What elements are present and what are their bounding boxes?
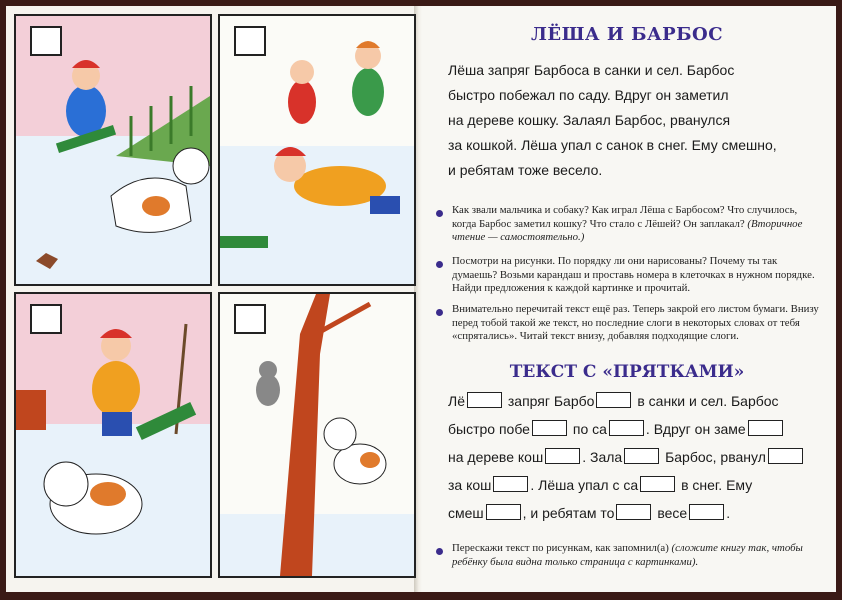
- task-3: Внимательно перечитай текст ещё раз. Теперь закрой его листом бумаги. Внизу перед тобой такой же текст, но последние слоги в некоторых словах от тебя «спрятались». Читай текст внизу, добавляя подходящие слоги.: [452, 303, 819, 342]
- task-1: [452, 204, 824, 245]
- syllable-blank[interactable]: [609, 420, 644, 436]
- order-number-box[interactable]: [30, 26, 62, 56]
- syllable-blank[interactable]: [532, 420, 567, 436]
- story-title: ЛЁША И БАРБОС: [530, 24, 724, 45]
- final-task: [452, 542, 824, 569]
- gap-line-3: [448, 448, 805, 465]
- gap-word: в снег. Ему: [681, 477, 753, 493]
- gap-word: .: [726, 505, 731, 521]
- gap-word: быстро побе: [448, 421, 530, 437]
- task-1-text: Как звали мальчика и собаку? Как играл Лёша с Барбосом? Что случилось, когда Барбос заметил кошку? Что стало с Лёшей? Он заплакал?: [452, 204, 798, 230]
- story-line: за кошкой. Лёша упал с санок в снег. Ему смешно,: [448, 137, 777, 153]
- gap-word: в санки и сел. Барбос: [637, 393, 779, 409]
- syllable-blank[interactable]: [467, 392, 502, 408]
- syllable-blank[interactable]: [616, 504, 651, 520]
- syllable-blank[interactable]: [768, 448, 803, 464]
- syllable-blank[interactable]: [689, 504, 724, 520]
- syllable-blank[interactable]: [640, 476, 675, 492]
- gap-word: по са: [572, 421, 607, 437]
- gap-text-title: ТЕКСТ С «ПРЯТКАМИ»: [509, 362, 745, 382]
- story-line: Лёша запряг Барбоса в санки и сел. Барбос: [448, 62, 735, 78]
- illustration-panel-1: [14, 14, 212, 286]
- gap-line-4: [448, 476, 752, 493]
- syllable-blank[interactable]: [624, 448, 659, 464]
- gap-word: , и ребятам то: [522, 505, 615, 521]
- story-line: и ребятам тоже весело.: [448, 162, 603, 178]
- syllable-blank[interactable]: [493, 476, 528, 492]
- gap-word: . Лёша упал с са: [530, 477, 639, 493]
- task-2: Посмотри на рисунки. По порядку ли они нарисованы? Почему ты так думаешь? Возьми карандаш и проставь номера в клеточках в нужном порядке. Найди предложения к каждой картинке и прочитай.: [452, 255, 815, 294]
- order-number-box[interactable]: [234, 304, 266, 334]
- text-page: [418, 6, 836, 592]
- illustration-panel-4: [218, 292, 416, 578]
- boy-with-dog-illustration: [16, 294, 210, 576]
- gap-line-5: [448, 504, 730, 521]
- story-line: на дереве кошку. Залаял Барбос, рванулся: [448, 112, 731, 128]
- gap-word: на дереве кош: [448, 449, 544, 465]
- syllable-blank[interactable]: [748, 420, 783, 436]
- gap-line-1: [448, 392, 779, 409]
- syllable-blank[interactable]: [596, 392, 631, 408]
- illustration-panel-3: [14, 292, 212, 578]
- gap-word: . Вдруг он заме: [645, 421, 746, 437]
- gap-word: запряг Барбо: [507, 393, 595, 409]
- story-line: быстро побежал по саду. Вдруг он заметил: [448, 87, 729, 103]
- gap-word: за кош: [448, 477, 492, 493]
- order-number-box[interactable]: [234, 26, 266, 56]
- bullet-icon: [436, 261, 443, 268]
- task-1-note: (Вторичное чтение — самостоятельно.): [452, 217, 803, 243]
- sled-ride-illustration: [16, 16, 210, 284]
- gap-line-2: [448, 420, 785, 437]
- gap-word: весе: [657, 505, 688, 521]
- fall-in-snow-illustration: [220, 16, 414, 284]
- bullet-icon: [436, 309, 443, 316]
- story-text: [448, 58, 820, 183]
- final-task-note: (сложите книгу так, чтобы ребёнку была видна только страница с картинками).: [452, 542, 803, 568]
- gap-word: Лё: [448, 393, 465, 409]
- order-number-box[interactable]: [30, 304, 62, 334]
- cat-on-tree-illustration: [220, 294, 414, 576]
- final-task-text: Перескажи текст по рисункам, как запомнил(а): [452, 542, 669, 554]
- syllable-blank[interactable]: [545, 448, 580, 464]
- syllable-blank[interactable]: [486, 504, 521, 520]
- bullet-icon: [436, 548, 443, 555]
- illustration-panel-2: [218, 14, 416, 286]
- bullet-icon: [436, 210, 443, 217]
- gap-word: . Зала: [582, 449, 623, 465]
- gap-word: Барбос, рванул: [665, 449, 766, 465]
- gap-word: смеш: [448, 505, 484, 521]
